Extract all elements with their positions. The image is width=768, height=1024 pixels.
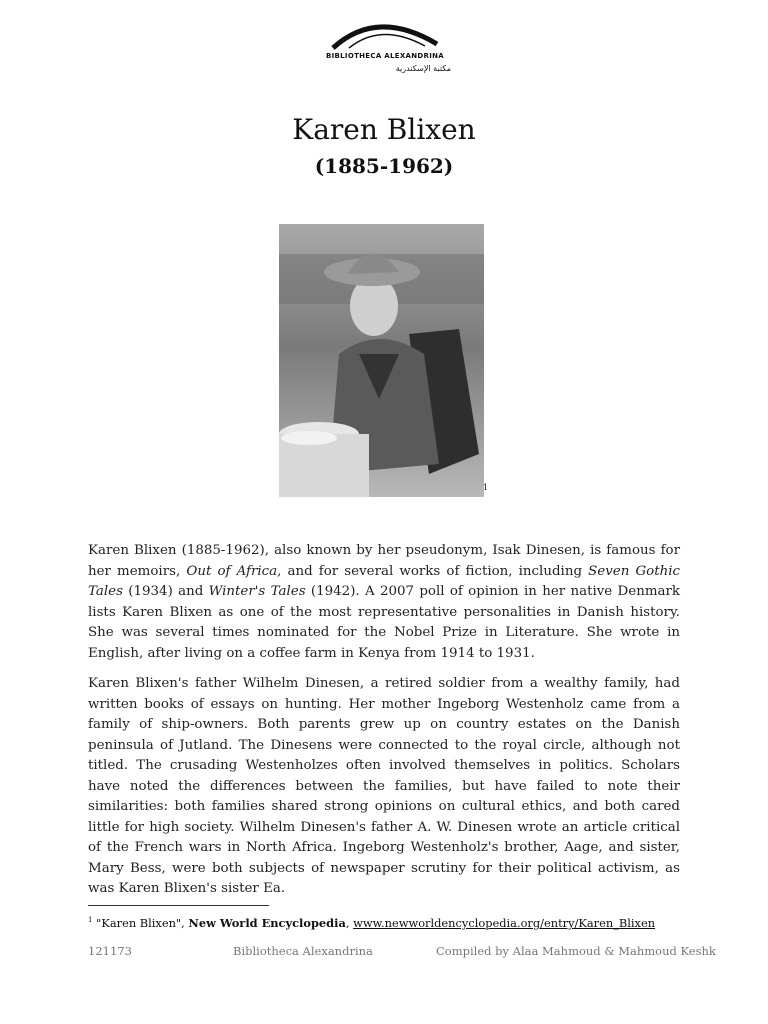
footnote bbox=[88, 916, 688, 930]
bibliotheca-alexandrina-logo bbox=[305, 14, 465, 73]
footnote-link[interactable]: www.newworldencyclopedia.org/entry/Karen_Blixen bbox=[353, 916, 656, 930]
title-out-of-africa: Out of Africa bbox=[186, 563, 278, 579]
page-title: Karen Blixen bbox=[292, 113, 476, 146]
title-winters-tales: Winter's Tales bbox=[208, 584, 306, 599]
logo-text-ar: مكتبة الإسكندرية bbox=[395, 64, 451, 73]
footnote-number: 1 bbox=[88, 916, 93, 925]
footer-doc-id: 121173 bbox=[88, 944, 132, 958]
footnote-source: New World Encyclopedia bbox=[188, 916, 346, 930]
paragraph-1-text-a: Karen Blixen (1885-1962), also known by her pseudonym, Isak Dinesen, is famous for her memoirs, bbox=[88, 543, 680, 579]
paragraph-1-text-c: (1934) and bbox=[122, 584, 209, 599]
logo-text-en: BIBLIOTHECA ALEXANDRINA bbox=[325, 52, 444, 60]
footer-credits: Compiled by Alaa Mahmoud & Mahmoud Keshk bbox=[436, 944, 716, 958]
paragraph-2: Karen Blixen's father Wilhelm Dinesen, a retired soldier from a wealthy family, had written books of essays on hunting. Her mother Ingeborg Westenholz came from a family of ship-owners. Both parents grew up on country estates on the Danish peninsula of Jutland. The Dinesens were connected to the royal circle, although not titled. The crusading Westenholzes often involved themselves in politics. Scholars have noted the differences between the families, but have failed to note their similarities: both families shared strong opinions on cultural ethics, and both cared little for high society. Wilhelm Dinesen's father A. W. Dinesen wrote an article critical of the French wars in North Africa. Ingeborg Westenholz's brother, Aage, and sister, Mary Bess, were both subjects of newspaper scrutiny for their political activism, as was Karen Blixen's sister Ea. bbox=[88, 676, 680, 896]
paragraph-1-text-b: , and for several works of fiction, including bbox=[277, 563, 589, 579]
page-subtitle: (1885-1962) bbox=[314, 154, 454, 178]
footnote-divider bbox=[88, 905, 269, 906]
paragraph-1 bbox=[88, 541, 680, 664]
photo-footnote-ref: 1 bbox=[483, 483, 489, 492]
footnote-separator: , bbox=[345, 916, 354, 930]
footnote-quote: "Karen Blixen", bbox=[92, 916, 189, 930]
title-seven-gothic-tales: Seven Gothic Tales bbox=[88, 563, 680, 599]
portrait-photo bbox=[279, 224, 484, 497]
logo-arc-icon bbox=[329, 14, 441, 50]
paragraph-1-text-d: (1942). A 2007 poll of opinion in her native Denmark lists Karen Blixen as one of the most representative personalities in Danish history. She was several times nominated for the Nobel Prize in Literature. She wrote in English, after living on a coffee farm in Kenya from 1914 to 1931. bbox=[88, 584, 681, 661]
footer-publisher: Bibliotheca Alexandrina bbox=[233, 944, 373, 958]
